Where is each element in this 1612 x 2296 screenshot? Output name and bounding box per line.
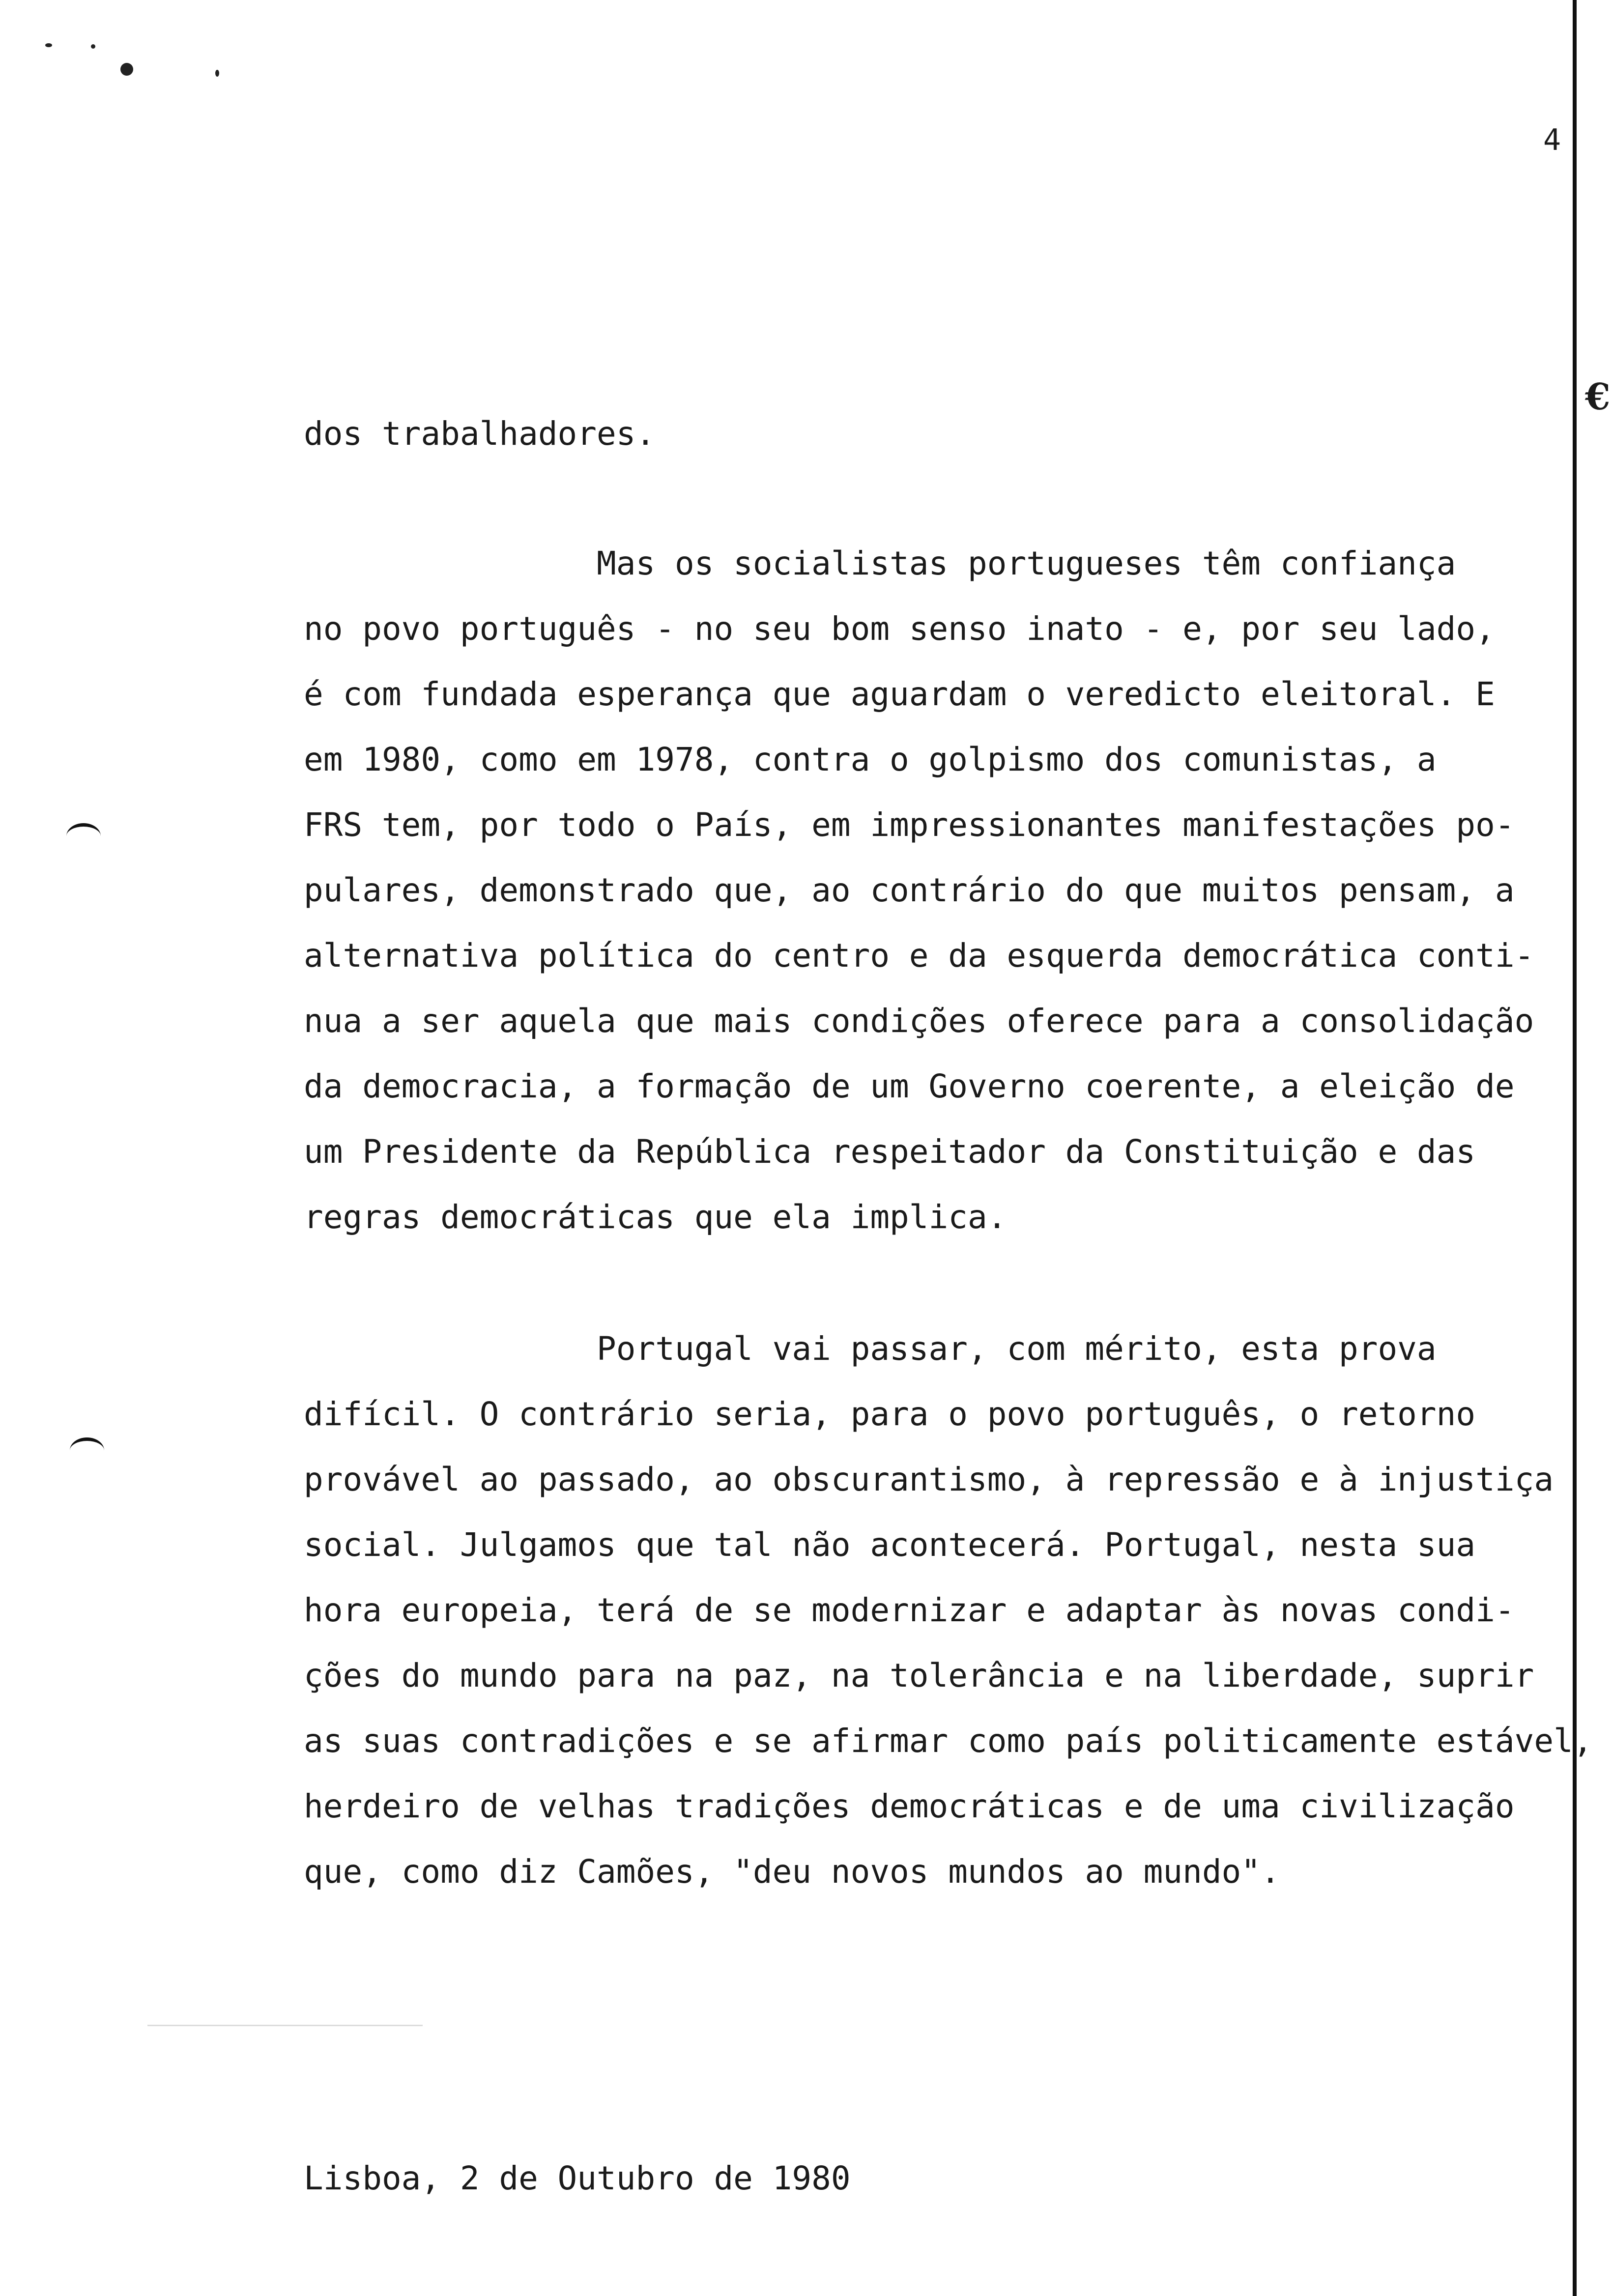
punch-hole-mark [66, 823, 101, 849]
text-line: no povo português - no seu bom senso inato - e, por seu lado, [304, 610, 1495, 648]
text-line: é com fundada esperança que aguardam o veredicto eleitoral. E [304, 675, 1495, 713]
margin-mark-icon: € [1585, 376, 1611, 418]
text-line: difícil. O contrário seria, para o povo português, o retorno [304, 1395, 1476, 1433]
text-line: FRS tem, por todo o País, em impressionantes manifestações po- [304, 806, 1515, 844]
text-line: regras democráticas que ela implica. [304, 1198, 1007, 1236]
text-line: alternativa política do centro e da esquerda democrática conti- [304, 937, 1534, 975]
scan-speck [91, 44, 95, 49]
scan-speck [215, 70, 219, 77]
place-date: Lisboa, 2 de Outubro de 1980 [304, 2159, 851, 2197]
text-line: um Presidente da República respeitador da Constituição e das [304, 1133, 1476, 1171]
page-number: 4 [1543, 123, 1561, 157]
faint-scan-line [147, 2025, 423, 2026]
text-line: dos trabalhadores. [304, 415, 656, 453]
punch-hole-mark [70, 1437, 104, 1464]
scan-speck [45, 43, 52, 47]
text-line: social. Julgamos que tal não acontecerá. Portugal, nesta sua [304, 1526, 1476, 1564]
text-line: que, como diz Camões, "deu novos mundos ao mundo". [304, 1853, 1280, 1891]
text-line: Portugal vai passar, com mérito, esta prova [304, 1330, 1437, 1368]
text-line: provável ao passado, ao obscurantismo, à repressão e à injustiça [304, 1461, 1554, 1498]
text-line: nua a ser aquela que mais condições oferece para a consolidação [304, 1002, 1534, 1040]
scan-speck [120, 63, 133, 76]
margin-rule [1573, 0, 1577, 2296]
text-line: hora europeia, terá de se modernizar e adaptar às novas condi- [304, 1591, 1515, 1629]
text-line: as suas contradições e se afirmar como país politicamente estável, [304, 1722, 1593, 1760]
text-line: ções do mundo para na paz, na tolerância e na liberdade, suprir [304, 1657, 1534, 1694]
text-line: Mas os socialistas portugueses têm confiança [304, 545, 1456, 582]
text-line: pulares, demonstrado que, ao contrário do que muitos pensam, a [304, 871, 1515, 909]
text-line: da democracia, a formação de um Governo coerente, a eleição de [304, 1067, 1515, 1105]
text-line: em 1980, como em 1978, contra o golpismo dos comunistas, a [304, 741, 1437, 778]
text-line: herdeiro de velhas tradições democráticas e de uma civilização [304, 1787, 1515, 1825]
